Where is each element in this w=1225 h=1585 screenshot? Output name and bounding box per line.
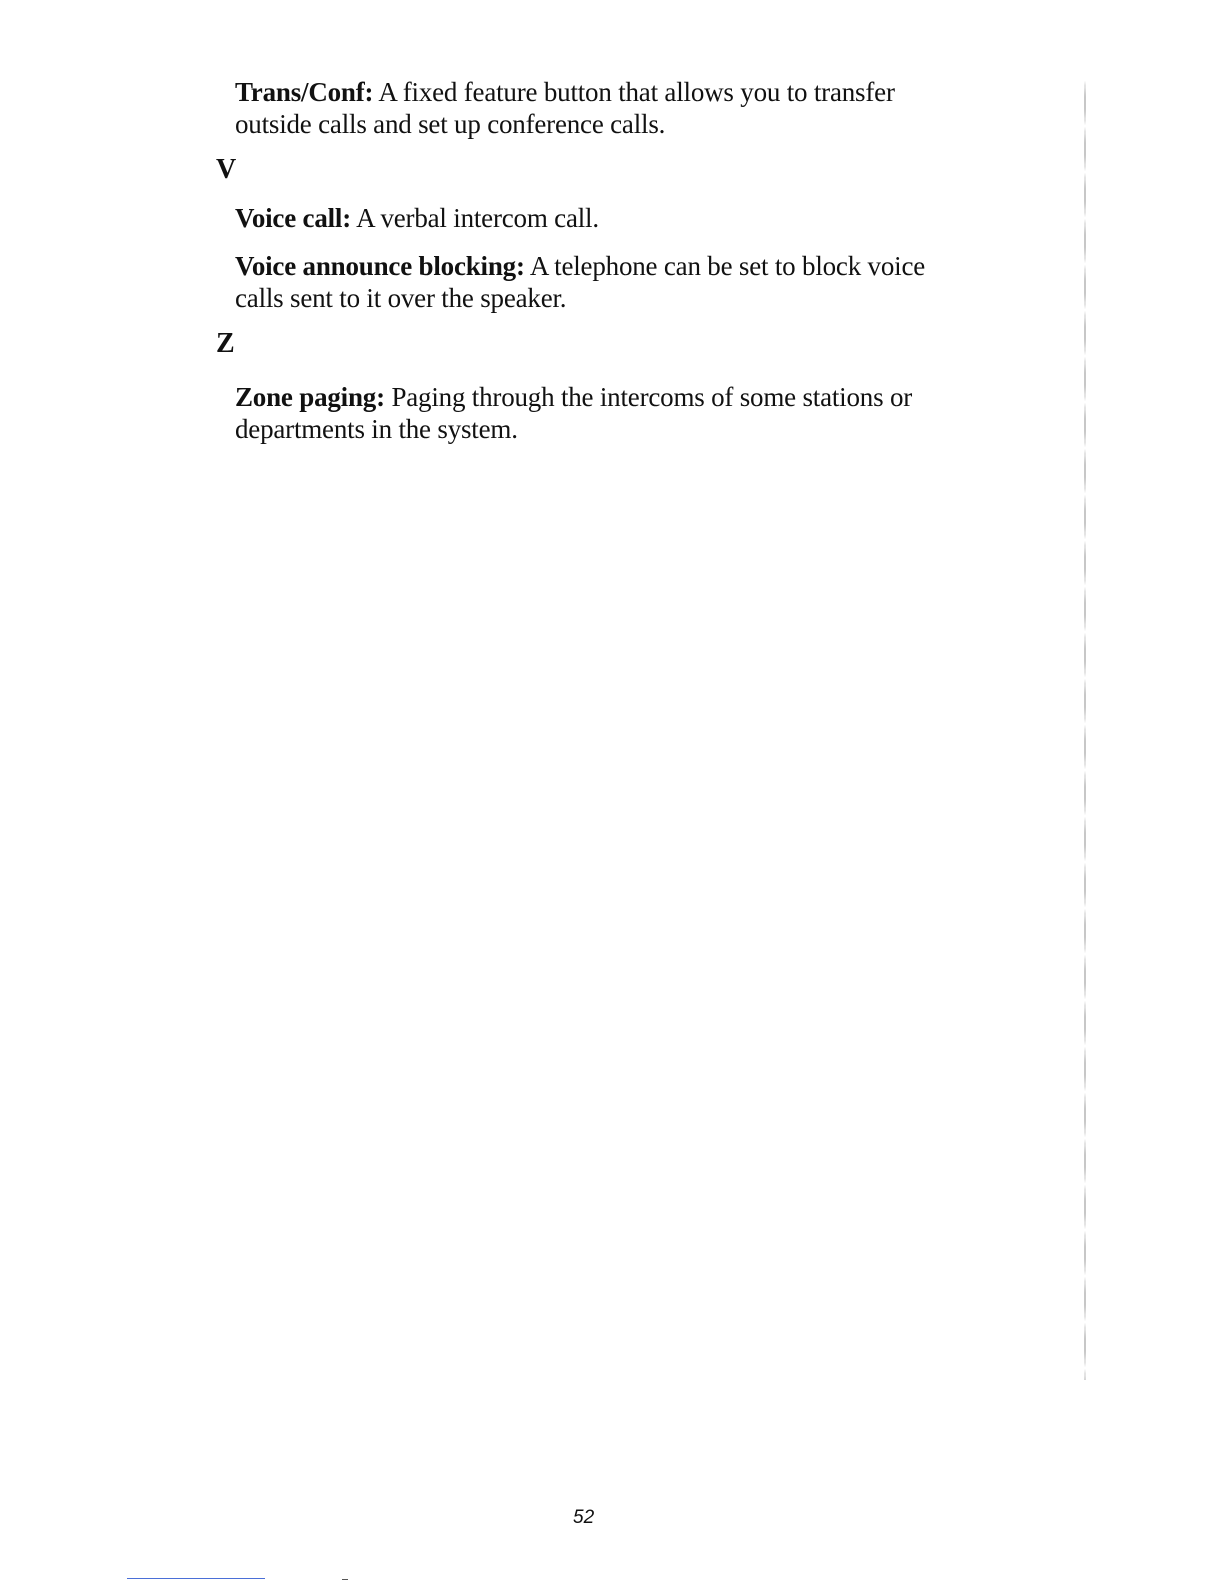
section-letter-z: Z (216, 328, 235, 359)
section-letter-v: V (216, 154, 237, 185)
glossary-definition: A verbal intercom call. (356, 203, 599, 233)
glossary-term: Voice announce blocking: (235, 251, 525, 281)
bottom-edge-tick (342, 1579, 348, 1580)
glossary-definition: A fixed feature button that allows you to transfer outside calls and set up conference calls. (235, 77, 895, 139)
scan-edge-speckle (1084, 80, 1086, 1380)
glossary-term: Zone paging: (235, 382, 385, 412)
glossary-entry-zone-paging (235, 381, 965, 445)
glossary-entry-trans-conf (235, 76, 965, 140)
glossary-term: Voice call: (235, 203, 352, 233)
glossary-definition: Paging through the intercoms of some stations or departments in the system. (235, 382, 913, 444)
bottom-edge-rule (127, 1578, 265, 1579)
glossary-entry-voice-call (235, 202, 965, 234)
page-number: 52 (573, 1507, 595, 1528)
glossary-term: Trans/Conf: (235, 77, 374, 107)
glossary-definition: A telephone can be set to block voice calls sent to it over the speaker. (235, 251, 926, 313)
glossary-entry-voice-announce-blocking (235, 250, 965, 314)
